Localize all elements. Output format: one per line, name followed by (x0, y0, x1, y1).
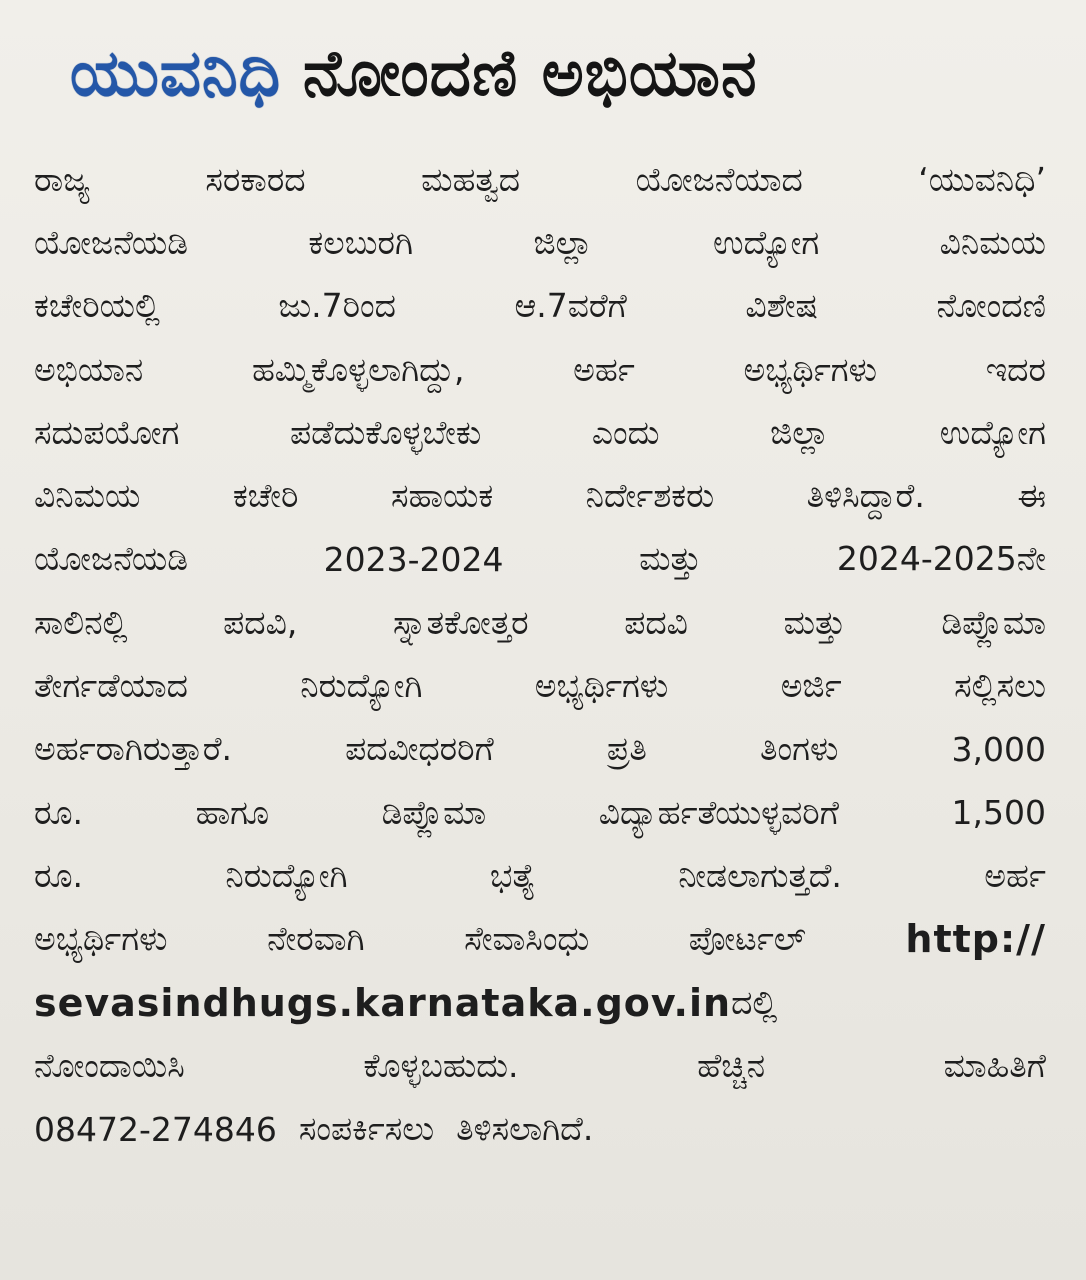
word: ಎಂದು (591, 412, 660, 452)
word: ಹಾಗೂ (195, 792, 270, 832)
word: ಸರಕಾರದ (205, 159, 306, 199)
text-line (34, 211, 1046, 274)
word: ಕಚೇರಿಯಲ್ಲಿ (34, 286, 160, 326)
word: ಉದ್ಯೋಗ (939, 412, 1046, 452)
word: ದಲ್ಲಿ (731, 982, 778, 1022)
headline-registration-campaign: ನೋಂದಣಿ ಅಭಿಯಾನ (302, 37, 758, 111)
word: ಅರ್ಹ (984, 855, 1046, 895)
contact-phone: 08472-274846 (34, 1109, 277, 1149)
word: ಯೋಜನೆಯಾದ (635, 159, 803, 199)
word: ಕಚೇರಿ (232, 476, 299, 516)
word: ಅಭ್ಯರ್ಥಿಗಳು (534, 666, 669, 706)
word: ರೂ. (34, 792, 84, 832)
text-line (34, 528, 1046, 591)
year-range-1: 2023-2024 (323, 539, 504, 579)
word: ಹಮ್ಮಿಕೊಳ್ಳಲಾಗಿದ್ದು, (251, 349, 465, 389)
word: ಕಲಬುರಗಿ (308, 222, 413, 262)
word: ಪೋರ್ಟಲ್ (688, 919, 806, 959)
word: ಸೇವಾಸಿಂಧು (464, 919, 590, 959)
word: ರೂ. (34, 855, 84, 895)
text-line (34, 275, 1046, 338)
word: ವಿಶೇಷ (745, 286, 818, 326)
word: ಅಭಿಯಾನ (34, 349, 144, 389)
word: ವಿನಿಮಯ (939, 222, 1046, 262)
text-line (34, 464, 1046, 527)
word: ಈ (1017, 476, 1046, 516)
portal-url-prefix: http:// (905, 917, 1046, 962)
word: ಮಹತ್ವದ (421, 159, 521, 199)
date-from: ಜು.7ರಿಂದ (278, 286, 396, 326)
amount-diploma: 1,500 (951, 793, 1046, 833)
text-line (34, 1034, 1046, 1097)
year-range-2: 2024-2025ನೇ (836, 539, 1046, 579)
text-line (34, 718, 1046, 781)
headline-yuvanidhi: ಯುವನಿಧಿ (70, 37, 281, 111)
word: ಯೋಜನೆಯಡಿ (34, 222, 188, 262)
text-line (34, 971, 1046, 1034)
word: ಇದರ (985, 349, 1046, 389)
word: ಸಹಾಯಕ (390, 476, 494, 516)
word: ನೀಡಲಾಗುತ್ತದೆ. (678, 855, 842, 895)
word: ಸಾಲಿನಲ್ಲಿ (34, 602, 128, 642)
word: ಉದ್ಯೋಗ (713, 222, 820, 262)
text-line (34, 781, 1046, 844)
word: ತಿಂಗಳು (760, 729, 839, 769)
word: ತೇರ್ಗಡೆಯಾದ (34, 666, 188, 706)
word: ಮತ್ತು (783, 602, 846, 642)
text-line (34, 148, 1046, 211)
word: ಪಡೆದುಕೊಳ್ಳಬೇಕು (290, 412, 482, 452)
word: ಡಿಪ್ಲೊಮಾ (941, 602, 1046, 642)
amount-graduates: 3,000 (951, 729, 1046, 769)
word: ಅಭ್ಯರ್ಥಿಗಳು (34, 919, 168, 959)
text-line (34, 1097, 1046, 1160)
word: ಪ್ರತಿ (606, 729, 647, 769)
word: ಭತ್ಯೆ (489, 855, 536, 895)
portal-url: sevasindhugs.karnataka.gov.in (34, 980, 732, 1025)
word: ನೋಂದಾಯಿಸಿ (34, 1045, 185, 1085)
word: ಅರ್ಹ (573, 349, 635, 389)
word: ಅರ್ಜಿ (780, 666, 842, 706)
word: ಜಿಲ್ಲಾ (533, 222, 593, 262)
word: ಪದವಿ (624, 602, 688, 642)
text-line (34, 591, 1046, 654)
text-line (34, 654, 1046, 717)
text-line (34, 844, 1046, 907)
word: ಸಲ್ಲಿಸಲು (954, 666, 1046, 706)
word: ವಿನಿಮಯ (34, 476, 141, 516)
text-line (34, 908, 1046, 971)
word: ಯೋಜನೆಯಡಿ (34, 539, 188, 579)
word: ಸ್ನಾತಕೋತ್ತರ (392, 602, 529, 642)
word: ಪದವಿ, (223, 602, 298, 642)
word: ಅಭ್ಯರ್ಥಿಗಳು (743, 349, 878, 389)
headline (70, 18, 1052, 130)
word: ಪದವೀಧರರಿಗೆ (345, 729, 494, 769)
word: ತಿಳಿಸಿದ್ದಾರೆ. (806, 476, 925, 516)
word: ನೋಂದಣಿ (936, 286, 1046, 326)
article-body (34, 148, 1046, 1161)
word: ಜಿಲ್ಲಾ (770, 412, 830, 452)
word: ನಿರುದ್ಯೋಗಿ (225, 855, 348, 895)
word: ರಾಜ್ಯ (34, 159, 90, 199)
word: ತಿಳಿಸಲಾಗಿದೆ. (456, 1109, 594, 1149)
word: ಮಾಹಿತಿಗೆ (943, 1045, 1046, 1085)
word: ಕೊಳ್ಳಬಹುದು. (363, 1045, 519, 1085)
word: ಡಿಪ್ಲೊಮಾ (381, 792, 487, 832)
word: ಅರ್ಹರಾಗಿರುತ್ತಾರೆ. (34, 729, 233, 769)
word: ಸಂಪರ್ಕಿಸಲು (298, 1109, 435, 1149)
word: ಸದುಪಯೋಗ (34, 412, 180, 452)
text-line (34, 338, 1046, 401)
word: ಮತ್ತು (639, 539, 702, 579)
word: ಹೆಚ್ಚಿನ (697, 1045, 766, 1085)
word: ನಿರುದ್ಯೋಗಿ (300, 666, 423, 706)
word: ವಿದ್ಯಾರ್ಹತೆಯುಳ್ಳವರಿಗೆ (598, 792, 839, 832)
word: ನೇರವಾಗಿ (267, 919, 365, 959)
text-line (34, 401, 1046, 464)
word: ‘ಯುವನಿಧಿ’ (918, 159, 1046, 199)
word: ನಿರ್ದೇಶಕರು (585, 476, 715, 516)
date-to: ಆ.7ವರೆಗೆ (514, 286, 627, 326)
